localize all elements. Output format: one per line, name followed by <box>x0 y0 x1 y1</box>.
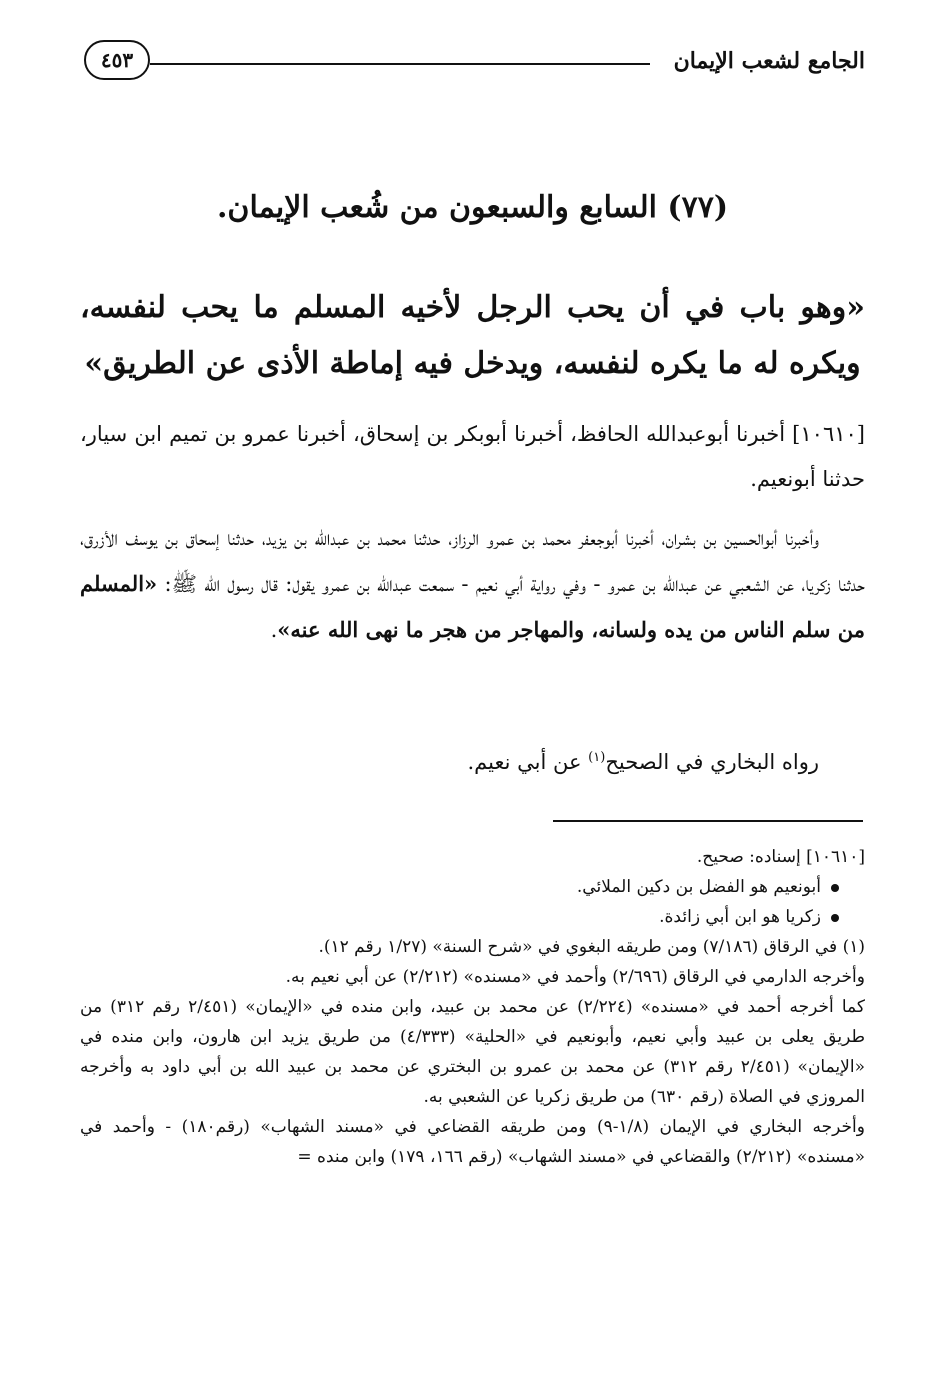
footnote-1: (١) في الرقاق (٧/١٨٦) ومن طريقه البغوي في «شرح السنة» (١/٢٧ رقم ١٢). <box>318 937 865 957</box>
bullet-icon <box>831 914 839 922</box>
takhrij-paragraph <box>80 740 865 785</box>
bullet-icon <box>831 884 839 892</box>
footnote-bullet-1 <box>80 872 865 902</box>
footnote-reference-1[interactable]: (١) <box>588 750 606 765</box>
footnote-grading: [١٠٦١٠] إسناده: صحيح. <box>696 847 865 867</box>
isnad-text: [١٠٦١٠] أخبرنا أبوعبدالله الحافظ، أخبرنا أبوبكر بن إسحاق، أخبرنا عمرو بن تميم ابن سيار، حدثنا أبونعيم. <box>80 422 865 491</box>
footnote-bullet-text: زكريا هو ابن أبي زائدة. <box>659 907 821 927</box>
hadith-chain-text: وأخبرنا أبوالحسين بن بشران، أخبرنا أبوجعفر محمد بن عمرو الرزاز، حدثنا محمد بن عبدالله بن يزيد، حدثنا إسحاق بن يوسف الأزرق، حدثنا زكريا، عن الشعبي عن عبدالله بن عمرو - وفي رواية أبي نعيم - سمعت عبدالله بن عمرو يقول: قال رسول الله ﷺ: <box>80 526 865 596</box>
footnote-bullet-text: أبونعيم هو الفضل بن دكين الملائي. <box>576 877 821 897</box>
page-number: ٤٥٣ <box>84 40 150 80</box>
footnote-1-bukhari: وأخرجه البخاري في الإيمان (١/٨-٩) ومن طريقه القضاعي في «مسند الشهاب» (رقم١٨٠) - وأحمد في «مسنده» (٢/٢١٢) والقضاعي في «مسند الشهاب» (رقم ١٦٦، ١٧٩) وابن منده = <box>80 1117 865 1167</box>
takhrij-text: رواه البخاري في الصحيح <box>605 750 819 774</box>
hadith-end-period: . <box>270 618 278 642</box>
footnote-bullet-2 <box>80 902 865 932</box>
running-title: الجامع لشعب الإيمان <box>673 48 865 74</box>
footnote-separator <box>553 820 863 822</box>
header-rule <box>150 63 650 65</box>
hadith-text-paragraph <box>80 516 865 653</box>
hadith-isnad-paragraph <box>80 412 865 502</box>
running-header <box>80 40 865 98</box>
footnote-1-ahmad: كما أخرجه أحمد في «مسنده» (٢/٢٢٤) عن محمد بن عبيد، وابن منده في «الإيمان» (٢/٤٥١ رقم ٣١٢) من طريق يعلى بن عبيد وأبي نعيم، وأبونعيم في «الحلية» (٤/٣٣٣) من طريق يزيد ابن هارون، وابن منده في «الإيمان» (٢/٤٥١ رقم ٣١٢) عن محمد بن عمرو بن البختري عن محمد بن عبيد الله بن أبي داود به وأخرجه المروزي في الصلاة (رقم ٦٣٠) من طريق زكريا عن الشعبي به. <box>80 997 865 1107</box>
footnotes <box>80 842 865 1172</box>
chapter-title: (٧٧) السابع والسبعون من شُعب الإيمان. <box>216 190 729 225</box>
hadith-matn: «المسلم من سلم الناس من يده ولسانه، والمهاجر من هجر ما نهى الله عنه» <box>80 571 865 642</box>
takhrij-text-end: عن أبي نعيم. <box>467 750 589 774</box>
chapter-subtitle: «وهو باب في أن يحب الرجل لأخيه المسلم ما يحب لنفسه، ويكره له ما يكره لنفسه، ويدخل فيه إماطة الأذى عن الطريق» <box>80 290 865 381</box>
footnote-1-darimi: وأخرجه الدارمي في الرقاق (٢/٦٩٦) وأحمد في «مسنده» (٢/٢١٢) عن أبي نعيم به. <box>285 967 865 987</box>
